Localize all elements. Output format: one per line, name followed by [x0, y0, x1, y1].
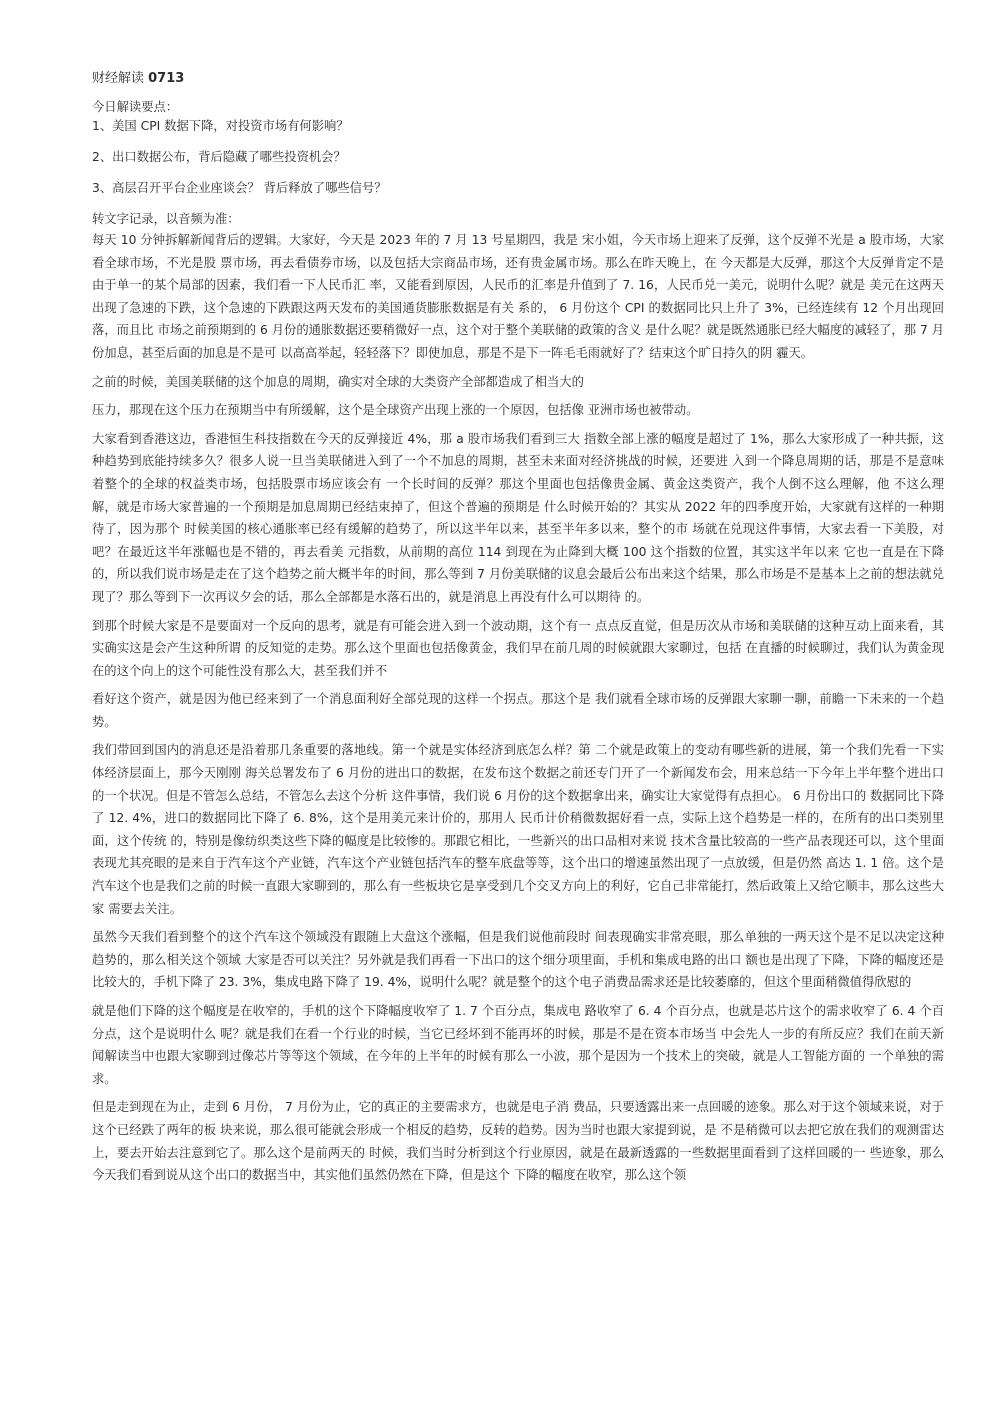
paragraph-1: 每天 10 分钟拆解新闻背后的逻辑。大家好，今天是 2023 年的 7 月 13 号星期四，我是 宋小姐，今天市场上迎来了反弹，这个反弹不光是 a 股市场，大家看全球市场，不光是股 票市场，再去看债券市场，以及包括大宗商品市场，还有贵金属市场。那么在昨天晚上，在 今天都是大反弹，那这个大反弹肯定不是由于单一的某个局部的因素，我们看一下人民币汇 率，又能看到原因，人民币的汇率是升值到了 7. 16，人民币兑一美元，说明什么呢？就是 美元在这两天出现了急速的下跌，这个急速的下跌跟这两天发布的美国通货膨胀数据是有关 系的， 6 月份这个 CPI 的数据同比只上升了 3%，已经连续有 12 个月出现回落，而且比 市场之前预期到的 6 月份的通胀数据还要稍微好一点，这个对于整个美联储的政策的含义 是什么呢？就是既然通胀已经大幅度的减轻了，那 7 月份加息，甚至后面的加息是不是可 以高高举起，轻轻落下？即使加息，那是不是下一阵毛毛雨就好了？结束这个旷日持久的阴 霾天。 — [92, 233, 944, 360]
intro-label: 今日解读要点： — [92, 100, 179, 114]
document-page — [92, 70, 944, 1193]
paragraph-3: 压力，那现在这个压力在预期当中有所缓解，这个是全球资产出现上涨的一个原因，包括像 亚洲市场也被带动。 — [92, 403, 699, 418]
key-point-1: 1、美国 CPI 数据下降，对投资市场有何影响？ — [92, 119, 349, 133]
paragraph-10: 但是走到现在为止，走到 6 月份， 7 月份为止，它的真正的主要需求方，也就是电子消 费品，只要透露出来一点回暖的迹象。那么对于这个领域来说，对于这个已经跌了两年的板 块来说，那么很可能就会形成一个相反的趋势，反转的趋势。因为当时也跟大家提到说，是 不是稍微可以去把它放在我们的观测雷达上，要去开始去注意到它了。那么这个是前两天的 时候，我们当时分析到这个行业原因，就是在最新透露的一些数据里面看到了这样回暖的一 些迹象，那么今天我们看到说从这个出口的数据当中，其实他们虽然仍然在下降，但是这个 下降的幅度在收窄，那么这个领 — [92, 1100, 944, 1183]
paragraph-4: 大家看到香港这边，香港恒生科技指数在今天的反弹接近 4%，那 a 股市场我们看到三大 指数全部上涨的幅度是超过了 1%，那么大家形成了一种共振，这种趋势到底能持续多久？很多人说一旦当美联储进入到了一个不加息的周期，甚至未来面对经济挑战的时候，还要进 入到一个降息周期的话，那是不是意味着整个的全球的权益类市场，包括股票市场应该会有 一个长时间的反弹？那这个里面也包括像贵金属、黄金这类资产，我个人倒不这么理解，他 不这么理解，就是市场大家普遍的一个预期是加息周期已经结束掉了，但这个普遍的预期是 什么时候开始的？其实从 2022 年的四季度开始，大家就有这样的一种期待了，因为那个 时候美国的核心通胀率已经有缓解的趋势了，所以这半年以来，甚至半年多以来，整个的市 场就在兑现这件事情，大家去看一下美股，对吧？在最近这半年涨幅也是不错的，再去看美 元指数，从前期的高位 114 到现在为止降到大概 100 这个指数的位置，其实这半年以来 它也一直是在下降的，所以我们说市场是走在了这个趋势之前大概半年的时间，那么等到 7 月份美联储的议息会最后公布出来这个结果，那么市场是不是基本上之前的想法就兑现了？那么等到下一次再议夕会的话，那么全部都是水落石出的，就是消息上再没有什么可以期待 的。 — [92, 431, 944, 604]
title-code: 0713 — [148, 71, 185, 86]
paragraph-6: 看好这个资产，就是因为他已经来到了一个消息面利好全部兑现的这样一个拐点。那这个是 我们就看全球市场的反弹跟大家聊一聊，前瞻一下未来的一个趋势。 — [92, 692, 944, 729]
document-title — [92, 70, 944, 88]
key-point-3: 3、高层召开平台企业座谈会？ 背后释放了哪些信号？ — [92, 181, 387, 195]
title-prefix: 财经解读 — [92, 71, 149, 86]
paragraph-2: 之前的时候，美国美联储的这个加息的周期，确实对全球的大类资产全部都造成了相当大的 — [92, 374, 584, 389]
paragraph-5: 到那个时候大家是不是要面对一个反向的思考，就是有可能会进入到一个波动期，这个有一 点点反直觉，但是历次从市场和美联储的这种互动上面来看，其实确实这是会产生这种所谓 的反知觉的走势。那么这个里面也包括像黄金，我们早在前几周的时候就跟大家聊过，包括 在直播的时候聊过，我们认为黄金现在的这个向上的这个可能性没有那么大，甚至我们并不 — [92, 618, 944, 678]
paragraph-7: 我们带回到国内的消息还是沿着那几条重要的落地线。第一个就是实体经济到底怎么样？第 二个就是政策上的变动有哪些新的进展，第一个我们先看一下实体经济层面上，那今天刚刚 海关总署发布了 6 月份的进出口的数据，在发布这个数据之前还专门开了一个新闻发布会，用来总结一下今年上半年整个进出口的一个状况。但是不管怎么总结，不管怎么去这个分析 这件事情，我们说 6 月份的这个数据拿出来，确实让大家觉得有点担心。 6 月份出口的 数据同比下降了 12. 4%，进口的数据同比下降了 6. 8%，这个是用美元来计价的，那用人 民币计价稍微数据好看一点，实际上这个趋势是一样的，在所有的出口类别里面，这个传统 的，特别是像纺织类这些下降的幅度是比较惨的。那跟它相比，一些新兴的出口品相对来说 技术含量比较高的一些产品表现还可以，这个里面表现尤其亮眼的是来自于汽车这个产业链，汽车这个产业链包括汽车的整车底盘等等，这个出口的增速虽然出现了一点放缓，但是仍然 高达 1. 1 倍。这个是汽车这个也是我们之前的时候一直跟大家聊到的，那么有一些板块它是享受到几个交叉方向上的利好，它自己非常能打，然后政策上又给它顺丰，那么这些大家 需要去关注。 — [92, 743, 944, 916]
transcript-label: 转文字记录，以音频为准： — [92, 212, 240, 226]
key-point-2: 2、出口数据公布，背后隐藏了哪些投资机会？ — [92, 150, 346, 164]
paragraph-8: 虽然今天我们看到整个的这个汽车这个领域没有跟随上大盘这个涨幅，但是我们说他前段时 间表现确实非常亮眼，那么单独的一两天这个是不足以决定这种趋势的，那么相关这个领域 大家是否可以关注？另外就是我们再看一下出口的这个细分项里面，手机和集成电路的出口 额也是出现了下降，下降的幅度还是比较大的，手机下降了 23. 3%，集成电路下降了 19. 4%，说明什么呢？就是整个的这个电子消费品需求还是比较萎靡的，但这个里面稍微值得欣慰的 — [92, 930, 944, 990]
paragraph-9: 就是他们下降的这个幅度是在收窄的，手机的这个下降幅度收窄了 1. 7 个百分点，集成电 路收窄了 6. 4 个百分点，也就是芯片这个的需求收窄了 6. 4 个百分点，这个是说明什么 呢？就是我们在看一个行业的时候，当它已经坏到不能再坏的时候，那是不是在资本市场当 中会先人一步的有所反应？我们在前天新闻解读当中也跟大家聊到过像芯片等等这个领域，在今年的上半年的时候有那么一小波，那个是因为一个技术上的突破，就是人工智能方面的 一个单独的需求。 — [92, 1004, 944, 1086]
